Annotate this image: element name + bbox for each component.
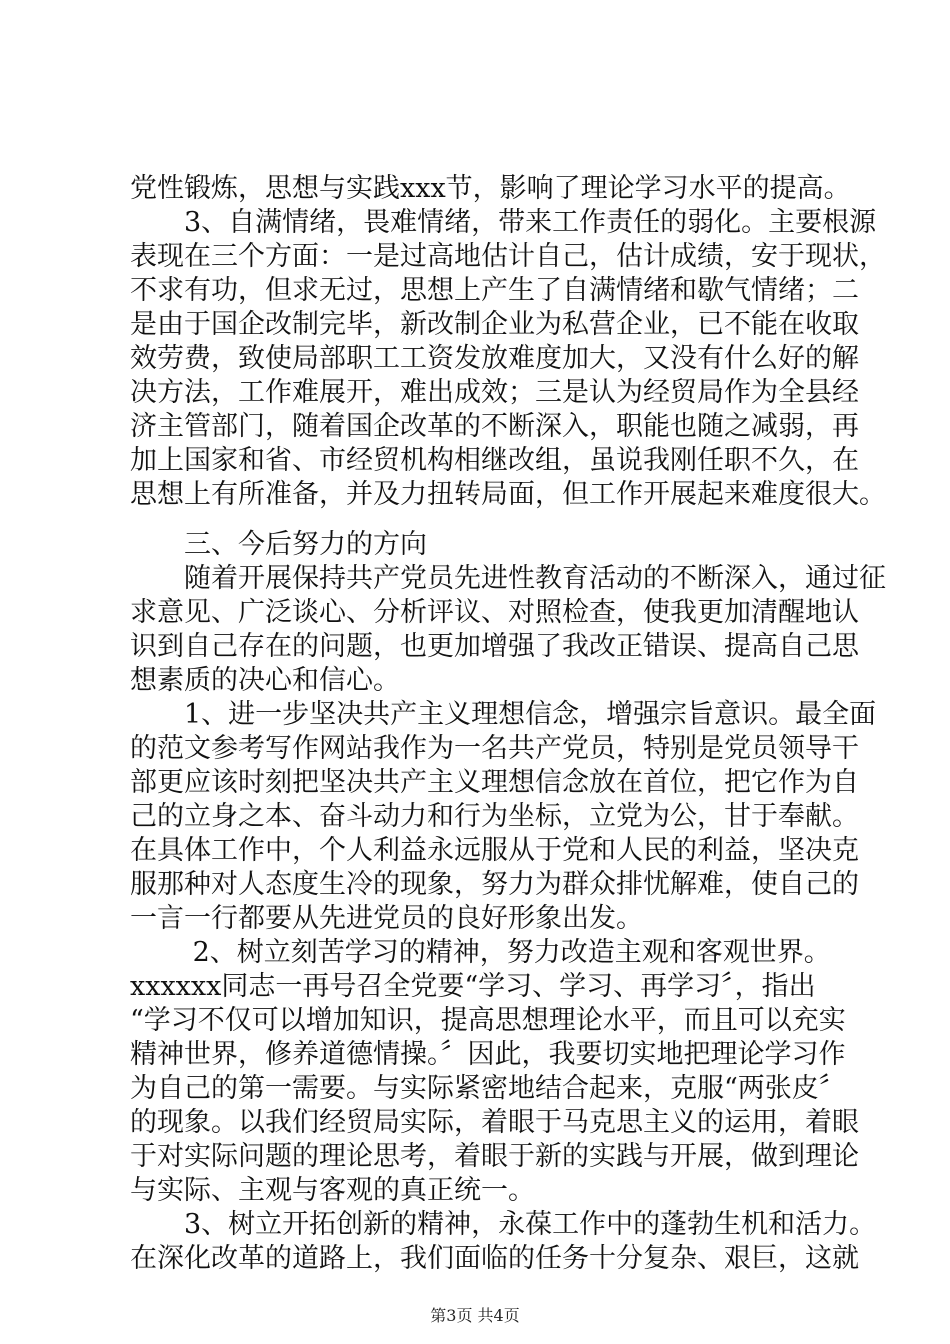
text-line: 与实际、主观与客观的真正统一。 <box>130 1175 535 1206</box>
text-line: 求意见、广泛谈心、分析评议、对照检查，使我更加清醒地认 <box>130 597 859 628</box>
text-line: 1、进一步坚决共产主义理想信念，增强宗旨意识。最全面 <box>130 699 877 730</box>
text-line: 于对实际问题的理论思考，着眼于新的实践与开展，做到理论 <box>130 1141 859 1172</box>
text-line: 精神世界，修养道德情操。〞因此，我要切实地把理论学习作 <box>130 1039 846 1070</box>
text-line: 一言一行都要从先进党员的良好形象出发。 <box>130 903 643 934</box>
text-line: 效劳费，致使局部职工工资发放难度加大，又没有什么好的解 <box>130 343 859 374</box>
text-line: 加上国家和省、市经贸机构相继改组，虽说我刚任职不久，在 <box>130 445 859 476</box>
text-line: 己的立身之本、奋斗动力和行为坐标，立党为公，甘于奉献。 <box>130 801 859 832</box>
text-line: 想素质的决心和信心。 <box>130 665 400 696</box>
text-line: 2、树立刻苦学习的精神，努力改造主观和客观世界。 <box>130 937 831 968</box>
text-line: 决方法，工作难展开，难出成效；三是认为经贸局作为全县经 <box>130 377 859 408</box>
text-line: 是由于国企改制完毕，新改制企业为私营企业，已不能在收取 <box>130 309 859 340</box>
text-line: 的现象。以我们经贸局实际，着眼于马克思主义的运用，着眼 <box>130 1107 859 1138</box>
text-line: 党性锻炼，思想与实践xxx节，影响了理论学习水平的提高。 <box>130 173 851 204</box>
section-heading: 三、今后努力的方向 <box>130 529 427 560</box>
text-line: 的范文参考写作网站我作为一名共产党员，特别是党员领导干 <box>130 733 859 764</box>
text-line: 服那种对人态度生冷的现象，努力为群众排忧解难，使自己的 <box>130 869 859 900</box>
text-line: 济主管部门，随着国企改革的不断深入，职能也随之减弱，再 <box>130 411 859 442</box>
text-line: 在具体工作中，个人利益永远服从于党和人民的利益，坚决克 <box>130 835 859 866</box>
text-line: 识到自己存在的问题，也更加增强了我改正错误、提高自己思 <box>130 631 859 662</box>
text-line: 在深化改革的道路上，我们面临的任务十分复杂、艰巨，这就 <box>130 1243 859 1274</box>
text-line: 思想上有所准备，并及力扭转局面，但工作开展起来难度很大。 <box>130 479 886 510</box>
text-line: 3、树立开拓创新的精神，永葆工作中的蓬勃生机和活力。 <box>130 1209 877 1240</box>
text-line: 为自己的第一需要。与实际紧密地结合起来，克服“两张皮〞 <box>130 1073 846 1104</box>
text-line: 3、自满情绪，畏难情绪，带来工作责任的弱化。主要根源 <box>130 207 877 238</box>
text-line: “学习不仅可以增加知识，提高思想理论水平，而且可以充实 <box>130 1005 846 1036</box>
page-number-footer: 第3页 共4页 <box>430 1306 520 1325</box>
text-line: 不求有功，但求无过，思想上产生了自满情绪和歇气情绪；二 <box>130 275 859 306</box>
text-line: 表现在三个方面：一是过高地估计自己，估计成绩，安于现状， <box>130 241 886 272</box>
text-line: 随着开展保持共产党员先进性教育活动的不断深入，通过征 <box>130 563 886 594</box>
text-line: 部更应该时刻把坚决共产主义理想信念放在首位，把它作为自 <box>130 767 859 798</box>
text-line: xxxxxx同志一再号召全党要“学习、学习、再学习〞，指出 <box>130 971 816 1002</box>
